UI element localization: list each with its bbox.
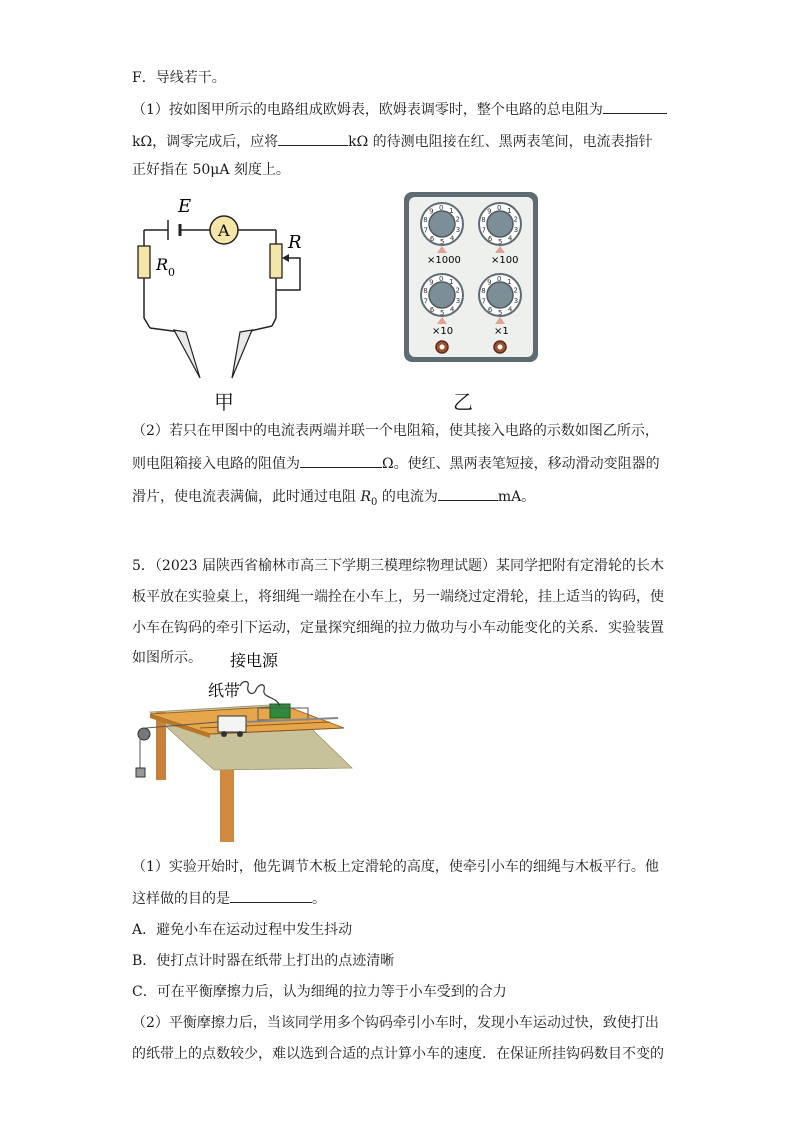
- dial-digit: 2: [513, 286, 518, 295]
- option-b: B．使打点计时器在纸带上打出的点迹清晰: [132, 953, 395, 969]
- dial-digit: 0: [497, 204, 502, 212]
- dial-digit: 2: [455, 215, 460, 224]
- dial-digit: 7: [423, 297, 428, 306]
- caption-jia: 甲: [214, 390, 234, 414]
- r0-label: R: [156, 255, 169, 274]
- dial-digit: 3: [513, 225, 519, 234]
- dial-digit: 7: [423, 226, 428, 235]
- dial-digit: 3: [455, 296, 461, 305]
- dial-digit: 5: [498, 309, 503, 317]
- multiplier-x10: ×10: [432, 326, 454, 337]
- dial-digit: 1: [507, 278, 512, 286]
- dial-digit: 4: [507, 234, 513, 243]
- dial-digit: 2: [513, 215, 518, 224]
- problem-5-line-2: 板平放在实验桌上，将细绳一端拴在小车上，另一端绕过定滑轮，挂上适当的钩码，使: [132, 589, 664, 605]
- dial-digit: 7: [481, 226, 486, 235]
- dial-digit: 6: [429, 306, 435, 314]
- dial-digit: 8: [423, 216, 428, 225]
- circuit-diagram: [128, 190, 328, 400]
- answer-blank-3[interactable]: [300, 453, 382, 468]
- dial-digit: 9: [429, 278, 434, 287]
- option-c: C．可在平衡摩擦力后，认为细绳的拉力等于小车受到的合力: [132, 984, 507, 1000]
- answer-blank-1[interactable]: [603, 99, 667, 114]
- dial-digit: 3: [513, 296, 519, 305]
- dial-digit: 8: [481, 216, 486, 225]
- option-a: A．避免小车在运动过程中发生抖动: [132, 922, 353, 938]
- dial-digit: 8: [423, 287, 428, 296]
- dial-digit: 6: [487, 235, 493, 243]
- rheostat-label: R: [288, 232, 302, 253]
- dial-digit: 7: [481, 297, 486, 306]
- tape-label: 纸带: [208, 681, 241, 700]
- dial-digit: 5: [498, 238, 503, 246]
- multiplier-x1: ×1: [494, 326, 509, 337]
- r0-subscript: 0: [168, 266, 175, 279]
- answer-blank-4[interactable]: [438, 486, 498, 501]
- dial-digit: 4: [507, 305, 513, 314]
- question-2-line-1: （2）若只在甲图中的电流表两端并联一个电阻箱，使其接入电路的示数如图乙所示，: [132, 423, 659, 439]
- question-2-line-3: 滑片，使电流表满偏，此时通过电阻 $R_0$ 的电流为 mA。: [132, 486, 535, 513]
- problem-5-line-3: 小车在钩码的牵引下运动，定量探究细绳的拉力做功与小车动能变化的关系．实验装置: [132, 620, 664, 636]
- ammeter-label: A: [218, 221, 230, 240]
- power-label: 接电源: [230, 651, 279, 670]
- problem-5-line-1: 5．（2023 届陕西省榆林市高三下学期三模理综物理试题）某同学把附有定滑轮的长木: [132, 558, 664, 574]
- dial-digit: 1: [507, 207, 512, 215]
- answer-blank-2[interactable]: [278, 131, 348, 146]
- question-1-line-1: （1）按如图甲所示的电路组成欧姆表，欧姆表调零时，整个电路的总电阻为: [132, 99, 667, 120]
- dial-digit: 1: [449, 278, 454, 286]
- question-2-line-2: 则电阻箱接入电路的阻值为 Ω。使红、黑两表笔短接，移动滑动变阻器的: [132, 453, 660, 474]
- dial-digit: 5: [440, 238, 445, 246]
- q1-line-2: 这样做的目的是 。: [132, 888, 326, 909]
- dial-digit: 1: [449, 207, 454, 215]
- dial-digit: 0: [497, 275, 502, 283]
- caption-yi: 乙: [453, 390, 473, 414]
- dial-digit: 9: [487, 207, 492, 216]
- dial-digit: 2: [455, 286, 460, 295]
- dial-digit: 8: [481, 287, 486, 296]
- question-1-line-2: kΩ，调零完成后，应将 kΩ 的待测电阻接在红、黑两表笔间，电流表指针: [132, 131, 653, 152]
- q2-line-2: 的纸带上的点数较少，难以选到合适的点计算小车的速度．在保证所挂钩码数目不变的: [132, 1046, 664, 1062]
- multiplier-x1000: ×1000: [427, 255, 461, 266]
- emf-label: E: [178, 196, 192, 217]
- question-1-line-3: 正好指在 50μA 刻度上。: [132, 162, 290, 178]
- dial-digit: 6: [429, 235, 435, 243]
- q2-line-1: （2）平衡摩擦力后，当该同学用多个钩码牵引小车时，发现小车运动过快，致使打出: [132, 1015, 659, 1031]
- dial-digit: 4: [449, 305, 455, 314]
- problem-5-line-4: 如图所示。: [132, 650, 202, 666]
- dial-digit: 4: [449, 234, 455, 243]
- dial-digit: 0: [439, 204, 444, 212]
- apparatus-figure: [130, 650, 360, 845]
- resistance-box: [403, 191, 539, 363]
- dial-digit: 9: [429, 207, 434, 216]
- dial-digit: 5: [440, 309, 445, 317]
- multiplier-x100: ×100: [491, 255, 519, 266]
- dial-digit: 3: [455, 225, 461, 234]
- answer-blank-5[interactable]: [230, 888, 312, 903]
- dial-digit: 9: [487, 278, 492, 287]
- q1-line-1: （1）实验开始时，他先调节木板上定滑轮的高度，使牵引小车的细绳与木板平行。他: [132, 859, 659, 875]
- dial-digit: 6: [487, 306, 493, 314]
- line-f: F．导线若干。: [132, 70, 226, 86]
- dial-digit: 0: [439, 275, 444, 283]
